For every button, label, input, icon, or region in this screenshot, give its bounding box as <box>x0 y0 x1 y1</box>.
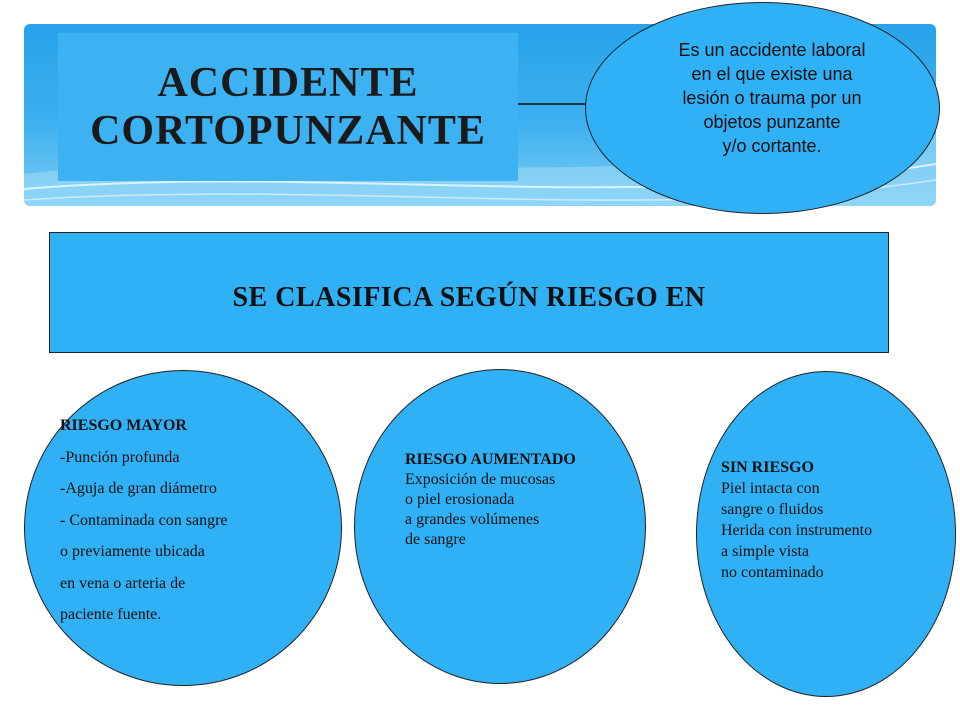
category-line: de sangre <box>405 531 466 548</box>
category-line: paciente fuente. <box>60 606 162 623</box>
definition-line: objetos punzante <box>703 112 841 132</box>
definition-line: en el que existe una <box>691 64 853 84</box>
category-line: - Contaminada con sangre <box>60 511 228 529</box>
title-box <box>58 33 518 181</box>
category-line: no contaminado <box>721 564 824 581</box>
category-line: Piel intacta con <box>721 480 820 497</box>
category-line: a simple vista <box>721 543 809 560</box>
category-line: Exposición de mucosas <box>405 471 556 488</box>
category-text-increased <box>405 450 576 550</box>
category-line: en vena o arteria de <box>60 574 186 592</box>
definition-line: y/o cortante. <box>722 136 822 156</box>
category-heading: RIESGO AUMENTADO <box>405 451 576 468</box>
category-heading: SIN RIESGO <box>721 459 814 476</box>
classification-box <box>49 232 889 353</box>
category-text-none <box>721 457 872 583</box>
classification-heading: SE CLASIFICA SEGÚN RIESGO EN <box>232 281 706 313</box>
title-line-2: CORTOPUNZANTE <box>90 108 486 154</box>
category-line: -Aguja de gran diámetro <box>60 480 217 497</box>
category-line: sangre o fluidos <box>721 501 824 518</box>
category-line: o previamente ubicada <box>60 543 205 560</box>
category-line: o piel erosionada <box>405 491 515 508</box>
category-line: -Punción profunda <box>60 448 180 466</box>
category-line: Herida con instrumento <box>721 522 873 539</box>
category-text-major <box>60 410 228 631</box>
category-line: a grandes volúmenes <box>405 511 540 528</box>
definition-line: lesión o trauma por un <box>682 88 862 108</box>
definition-text <box>622 38 922 158</box>
category-heading: RIESGO MAYOR <box>60 417 187 434</box>
title-line-1: ACCIDENTE <box>157 60 419 106</box>
definition-line: Es un accidente laboral <box>678 40 866 60</box>
